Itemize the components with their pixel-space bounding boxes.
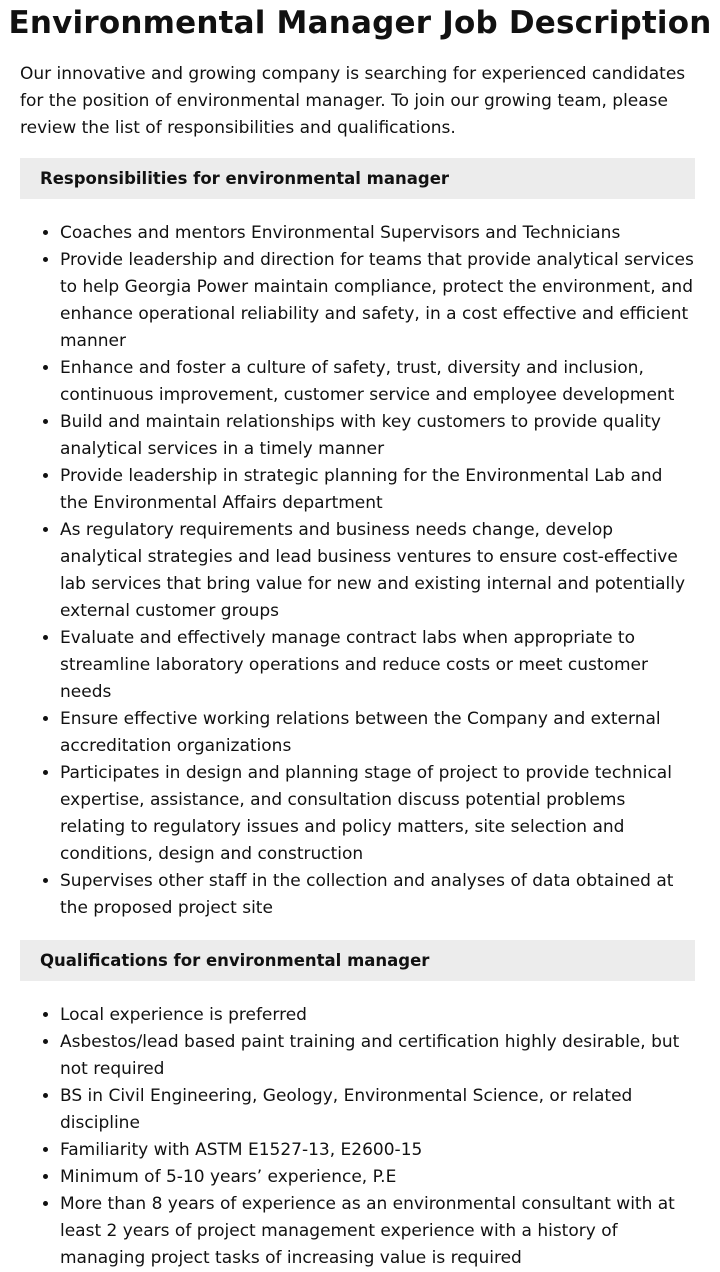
qualifications-heading: Qualifications for environmental manager — [20, 940, 695, 981]
list-item: • Enhance and foster a culture of safety, trust, diversity and inclusion, continuous improvement, customer service and employee development — [60, 355, 695, 409]
list-item: • Familiarity with ASTM E1527-13, E2600-15 — [60, 1137, 695, 1164]
list-item: • BS in Civil Engineering, Geology, Environmental Science, or related discipline — [60, 1083, 695, 1137]
list-item: • More than 8 years of experience as an environmental consultant with at least 2 years of project management experience with a history of managing project tasks of increasing value is required — [60, 1191, 695, 1272]
responsibilities-heading: Responsibilities for environmental manager — [20, 158, 695, 199]
list-item: • Coaches and mentors Environmental Supervisors and Technicians — [60, 220, 695, 247]
page-title: Environmental Manager Job Description — [8, 5, 712, 41]
qualifications-list — [20, 1002, 695, 1272]
list-item: • Local experience is preferred — [60, 1002, 695, 1029]
list-item: • Provide leadership in strategic planning for the Environmental Lab and the Environmental Affairs department — [60, 463, 695, 517]
list-item: • Provide leadership and direction for teams that provide analytical services to help Georgia Power maintain compliance, protect the environment, and enhance operational reliability and safety, in a cost effective and efficient manner — [60, 247, 695, 355]
list-item: • Asbestos/lead based paint training and certification highly desirable, but not required — [60, 1029, 695, 1083]
list-item: • Build and maintain relationships with key customers to provide quality analytical services in a timely manner — [60, 409, 695, 463]
list-item: • Evaluate and effectively manage contract labs when appropriate to streamline laboratory operations and reduce costs or meet customer needs — [60, 625, 695, 706]
list-item: • Supervises other staff in the collection and analyses of data obtained at the proposed project site — [60, 868, 695, 922]
list-item: • Ensure effective working relations between the Company and external accreditation organizations — [60, 706, 695, 760]
list-item: • Participates in design and planning stage of project to provide technical expertise, assistance, and consultation discuss potential problems relating to regulatory issues and policy matters, site selection and conditions, design and construction — [60, 760, 695, 868]
responsibilities-list — [20, 220, 695, 922]
list-item: • As regulatory requirements and business needs change, develop analytical strategies and lead business ventures to ensure cost-effective lab services that bring value for new and existing internal and potentially external customer groups — [60, 517, 695, 625]
intro-paragraph: Our innovative and growing company is searching for experienced candidates for the position of environmental manager. To join our growing team, please review the list of responsibilities and qualifications. — [20, 64, 686, 138]
list-item: • Minimum of 5-10 years’ experience, P.E — [60, 1164, 695, 1191]
